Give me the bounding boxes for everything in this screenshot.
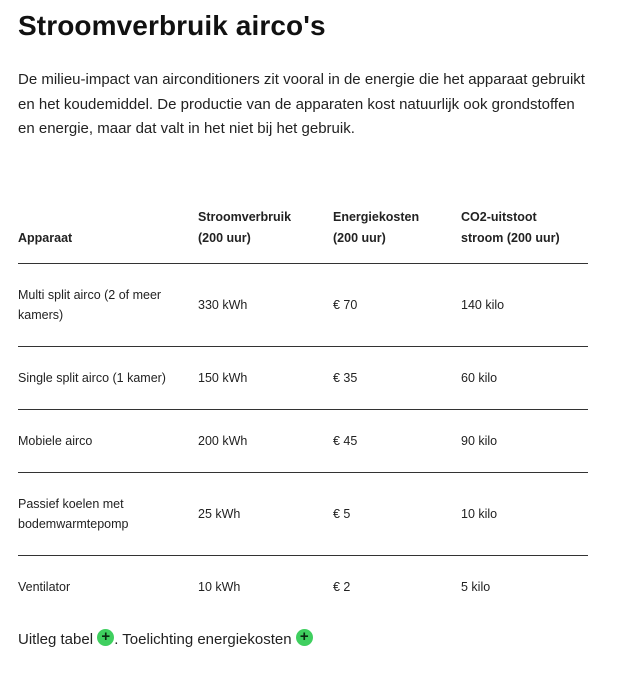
table-footnotes <box>18 628 313 652</box>
cell-energiekosten: € 70 <box>333 263 461 346</box>
table-header-row <box>18 206 588 263</box>
cell-co2: 90 kilo <box>461 409 588 472</box>
uitleg-tabel-label: Uitleg tabel <box>18 631 94 648</box>
cell-apparaat: Ventilator <box>18 579 71 594</box>
cell-co2: 10 kilo <box>461 472 588 555</box>
page-title: Stroomverbruik airco's <box>18 10 326 41</box>
uitleg-tabel-expand-icon[interactable]: + <box>97 629 114 646</box>
cell-energiekosten: € 2 <box>333 579 351 594</box>
cell-apparaat: Passief koelen met bodemwarmtepomp <box>18 472 198 555</box>
cell-stroomverbruik: 10 kWh <box>198 579 241 594</box>
cell-stroomverbruik: 200 kWh <box>198 409 333 472</box>
cell-energiekosten: € 35 <box>333 346 461 409</box>
cell-stroomverbruik: 25 kWh <box>198 472 333 555</box>
table-row <box>18 263 588 346</box>
cell-co2: 140 kilo <box>461 263 588 346</box>
cell-energiekosten: € 45 <box>333 409 461 472</box>
table-row <box>18 346 588 409</box>
cell-apparaat: Single split airco (1 kamer) <box>18 346 198 409</box>
energy-usage-table <box>18 206 588 618</box>
cell-stroomverbruik: 150 kWh <box>198 346 333 409</box>
toelichting-energiekosten-expand-icon[interactable]: + <box>296 629 313 646</box>
cell-apparaat: Multi split airco (2 of meer kamers) <box>18 263 198 346</box>
header-apparaat: Apparaat <box>18 206 198 263</box>
table-row <box>18 555 588 618</box>
toelichting-energiekosten-label: Toelichting energiekosten <box>122 631 292 648</box>
cell-apparaat: Mobiele airco <box>18 409 198 472</box>
table-row <box>18 409 588 472</box>
cell-energiekosten: € 5 <box>333 472 461 555</box>
cell-co2: 60 kilo <box>461 346 588 409</box>
header-co2-uitstoot: CO2-uitstoot stroom (200 uur) <box>461 206 588 263</box>
header-stroomverbruik: Stroomverbruik (200 uur) <box>198 206 333 263</box>
header-energiekosten: Energiekosten (200 uur) <box>333 206 461 263</box>
table-row <box>18 472 588 555</box>
cell-co2: 5 kilo <box>461 579 491 594</box>
footnote-separator: . <box>114 631 123 648</box>
intro-paragraph: De milieu-impact van airconditioners zit vooral in de energie die het apparaat gebruikt en het koudemiddel. De productie van de apparaten kost natuurlijk ook grondstoffen en energie, maar dat valt in het niet bij het gebruik. <box>18 71 585 137</box>
cell-stroomverbruik: 330 kWh <box>198 263 333 346</box>
